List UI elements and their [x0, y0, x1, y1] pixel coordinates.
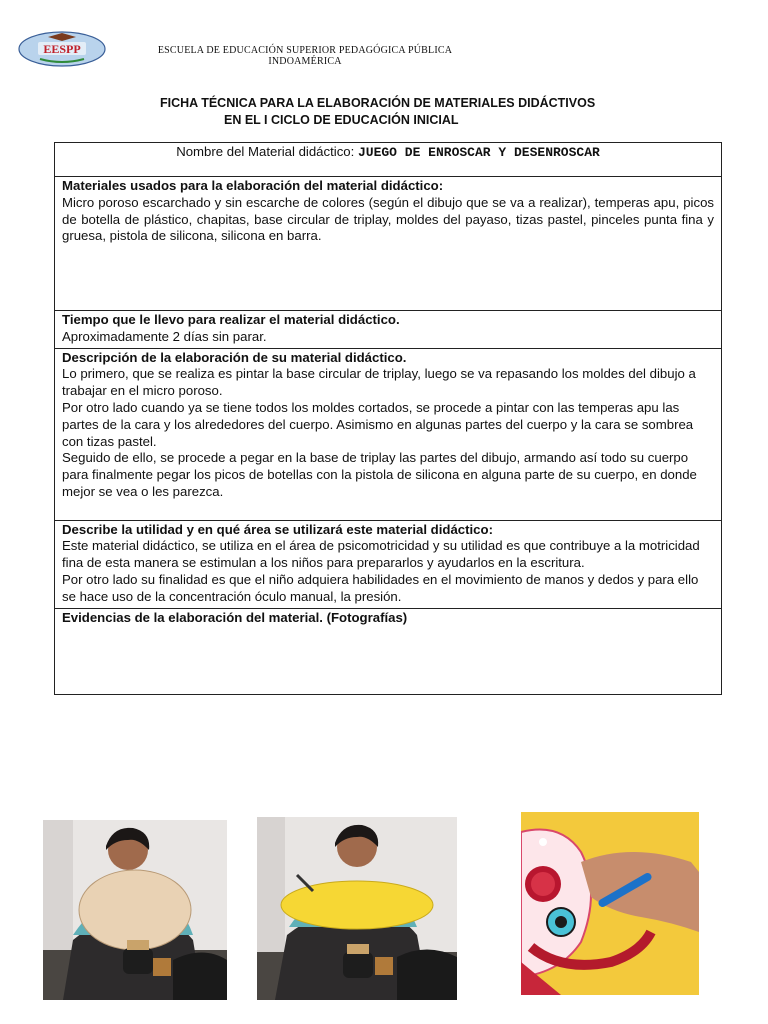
description-row [55, 348, 722, 520]
school-name-line2: INDOAMÉRICA [268, 56, 342, 67]
utility-row [55, 520, 722, 608]
document-title-line1: FICHA TÉCNICA PARA LA ELABORACIÓN DE MATERIALES DIDÁCTIVOS [160, 96, 596, 110]
school-name-line1: ESCUELA DE EDUCACIÓN SUPERIOR PEDAGÓGICA PÚBLICA [157, 45, 453, 56]
evidence-photo-3 [521, 812, 699, 995]
document-title-line2: EN EL I CICLO DE EDUCACIÓN INICIAL [224, 113, 459, 127]
description-paragraph: Lo primero, que se realiza es pintar la base circular de triplay, luego se va repasando los moldes del dibujo a trabajar en el micro poroso. [62, 366, 696, 399]
technical-sheet-table [54, 142, 722, 695]
utility-heading: Describe la utilidad y en qué área se utilizará este material didáctico: [62, 521, 493, 537]
time-heading: Tiempo que le llevo para realizar el material didáctico. [62, 312, 400, 327]
utility-paragraph: Por otro lado su finalidad es que el niño adquiera habilidades en el movimiento de manos y dedos y para ello se hace uso de la concentración óculo manual, la presión. [62, 571, 699, 604]
description-heading: Descripción de la elaboración de su material didáctico. [62, 349, 407, 365]
description-paragraph: Por otro lado cuando ya se tiene todos los moldes cortados, se procede a pintar con las temperas apu las partes de la cara y los alrededores del cuerpo. Asimismo en algunas partes del cuerpo y la cara se sombrea con tizas pastel. [62, 399, 694, 449]
school-logo [18, 30, 106, 68]
evidence-row [55, 608, 722, 694]
utility-paragraph: Este material didáctico, se utiliza en el área de psicomotricidad y su utilidad es que contribuye a la motricidad fina de esta manera se estimulan a los niños para prepararlos y ayudarlos en la escritura. [62, 538, 700, 571]
evidence-photo-1 [43, 820, 227, 1000]
time-row [55, 311, 722, 349]
logo-text: EESPP [43, 42, 81, 56]
materials-heading: Materiales usados para la elaboración del material didáctico: [62, 178, 444, 193]
material-name-row [55, 143, 722, 177]
time-text: Aproximadamente 2 días sin parar. [62, 328, 267, 344]
material-name-value: JUEGO DE ENROSCAR Y DESENROSCAR [357, 145, 600, 160]
materials-row [55, 177, 722, 311]
document-title [0, 95, 768, 129]
material-name-label: Nombre del Material didáctico: [176, 144, 358, 159]
evidence-photo-2 [257, 817, 457, 1000]
description-paragraph: Seguido de ello, se procede a pegar en la base de triplay las partes del dibujo, armando así todo su cuerpo para finalmente pegar los picos de botellas con la pistola de silicona en alguna parte de su cuerpo, en donde mejor se vea o les parezca. [62, 450, 697, 499]
evidence-heading: Evidencias de la elaboración del material. (Fotografías) [62, 609, 408, 625]
school-name [140, 45, 470, 67]
materials-text: Micro poroso escarchado y sin escarche de colores (según el dibujo que se va a realizar), temperas apu, picos de botella de plástico, chapitas, base circular de triplay, moldes del payaso, tizas pastel, pinceles punta fina y gruesa, pistola de silicona, silicona en barra. [62, 194, 714, 244]
